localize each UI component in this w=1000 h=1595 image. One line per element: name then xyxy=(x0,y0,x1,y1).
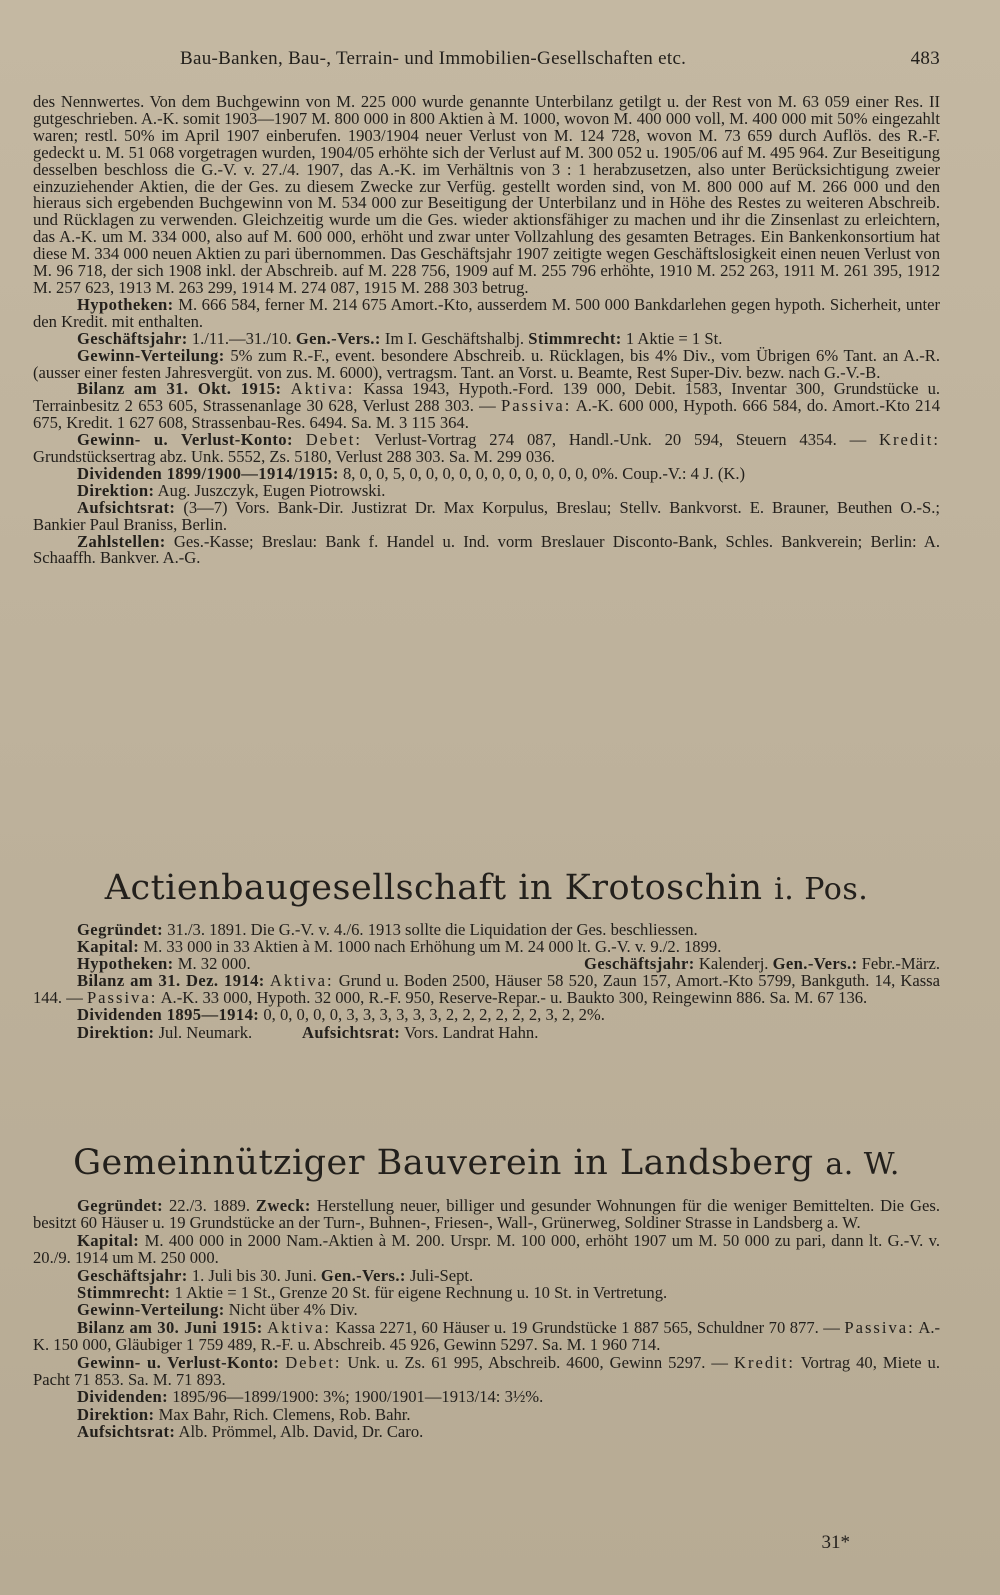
entry-aufsichtsrat: Aufsichtsrat: Alb. Prömmel, Alb. David, Dr. Caro. xyxy=(77,1422,424,1442)
entry-gewinn-verteilung: Gewinn-Verteilung: Nicht über 4% Div. xyxy=(77,1300,358,1320)
entry-hypotheken: Hypotheken: M. 666 584, ferner M. 214 675 Amort.-Kto, ausserdem M. 500 000 Bankdarlehen gegen hypoth. Sicherheit, unter den Kredit. mit enthalten. xyxy=(33,294,940,331)
entry-kapital: Kapital: M. 33 000 in 33 Aktien à M. 1000 nach Erhöhung um M. 24 000 lt. G.-V. v. 9./2. 1899. xyxy=(77,937,722,957)
entry-zahlstellen: Zahlstellen: Ges.-Kasse; Breslau: Bank f. Handel u. Ind. vorm Breslauer Disconto-Bank, Schles. Bankverein; Berlin: A. Schaaffh. Bankver. A.-G. xyxy=(33,531,940,568)
company-title-krotoschin: Actienbaugesellschaft in Krotoschin i. Pos. xyxy=(104,868,869,908)
entry-hypotheken: Hypotheken: M. 32 000. Geschäftsjahr: Kalenderj. Gen.-Vers.: Febr.-März. xyxy=(77,954,940,974)
entry-direktion: Direktion: Aug. Juszczyk, Eugen Piotrowski. xyxy=(77,480,386,500)
company-title-landsberg: Gemeinnütziger Bauverein in Landsberg a. W. xyxy=(73,1143,900,1183)
page-header xyxy=(180,48,940,70)
entry-krotoschin xyxy=(33,921,940,1041)
continued-entry xyxy=(33,94,940,567)
entry-gewinn-verteilung: Gewinn-Verteilung: 5% zum R.-F., event. besondere Abschreib. u. Rücklagen, bis 4% Div., vom Übrigen 6% Tant. an A.-R. (ausser einer festen Jahresvergüt. von zus. M. 6000), vertragsm. Tant. an Vorst. u. Beamte, Rest Super-Div. bezw. nach G.-V.-B. xyxy=(33,345,940,382)
entry-direktion: Direktion: Max Bahr, Rich. Clemens, Rob. Bahr. xyxy=(77,1404,411,1424)
entry-dividenden: Dividenden: 1895/96—1899/1900: 3%; 1900/1901—1913/14: 3½%. xyxy=(77,1387,544,1407)
entry-aufsichtsrat: Aufsichtsrat: (3—7) Vors. Bank-Dir. Justizrat Dr. Max Korpulus, Breslau; Stellv. Bankvorst. E. Brauner, Beuthen O.-S.; Bankier Paul Braniss, Berlin. xyxy=(33,497,940,534)
signature-mark: 31* xyxy=(821,1532,850,1553)
page-number: 483 xyxy=(910,48,940,69)
entry-direktion: Direktion: Jul. Neumark. Aufsichtsrat: Vors. Landrat Hahn. xyxy=(77,1022,539,1042)
history-paragraph: des Nennwertes. Von dem Buchgewinn von M. 225 000 wurde genannte Unterbilanz getilgt u. der Rest von M. 63 059 einer Res. II gutgeschrieben. A.-K. somit 1903—1907 M. 800 000 in 800 Aktien à M. 1000, wovon M. 400 000 voll, M. 400 000 mit 50% eingezahlt waren; restl. 50% im April 1907 einberufen. 1903/1904 neuer Verlust von M. 124 728, wovon M. 73 659 durch Auflös. des R.-F. gedeckt u. M. 51 068 vorgetragen wurden, 1904/05 erhöhte sich der Verlust auf M. 300 052 u. 1905/06 auf M. 495 964. Zur Beseitigung desselben beschloss die G.-V. v. 27./4. 1907, das A.-K. im Verhältnis von 3 : 1 herabzusetzen, also unter Berücksichtigung zweier einzuziehender Aktien, die der Ges. zu diesem Zwecke zur Verfüg. gestellt worden sind, von M. 800 000 auf M. 266 000 und den hieraus sich ergebenden Buchgewinn von M. 534 000 zur Beseitigung der Unterbilanz und in Höhe des Restes zu weiteren Abschreib. und Rücklagen zu verwenden. Gleichzeitig wurde um die Ges. wieder aktionsfähiger zu machen und ihr die Zinsenlast zu erleichtern, das A.-K. um M. 334 000, also auf M. 600 000, erhöht und zwar unter Vollzahlung des gesamten Betrages. Ein Bankenkonsortium hat diese M. 334 000 neuen Aktien zu pari übernommen. Das Geschäftsjahr 1907 zeitigte wegen Geschäftslosigkeit einen neuen Verlust von M. 96 718, der sich 1908 inkl. der Abschreib. auf M. 228 756, 1909 auf M. 255 796 erhöhte, 1910 M. 252 263, 1911 M. 261 395, 1912 M. 257 623, 1913 M. 263 299, 1914 M. 274 087, 1915 M. 288 303 betrug. xyxy=(33,92,940,297)
entry-geschaeftsjahr: Geschäftsjahr: 1. Juli bis 30. Juni. Gen.-Vers.: Juli-Sept. xyxy=(77,1265,474,1285)
running-title: Bau-Banken, Bau-, Terrain- und Immobilien-Gesellschaften etc. xyxy=(180,48,687,69)
entry-gegruendet: Gegründet: 22./3. 1889. Zweck: Herstellung neuer, billiger und gesunder Wohnungen für die weniger Bemittelten. Die Ges. besitzt 60 Häuser u. 19 Grundstücke an der Turn-, Buhnen-, Friesen-, Wall-, Grünerweg, Soldiner Strasse in Landsberg a. W. xyxy=(33,1196,940,1233)
entry-geschaeftsjahr: Geschäftsjahr: 1./11.—31./10. Gen.-Vers.: Im I. Geschäftshalbj. Stimmrecht: 1 Aktie = 1 St. xyxy=(77,328,723,348)
entry-bilanz: Bilanz am 31. Dez. 1914: Aktiva: Grund u. Boden 2500, Häuser 58 520, Zaun 157, Amort.-Kto 5799, Bankguth. 14, Kassa 144. — Passiva: A.-K. 33 000, Hypoth. 32 000, R.-F. 950, Reserve-Repar.- u. Baukto 300, Reingewinn 886. Sa. M. 67 136. xyxy=(33,971,940,1008)
entry-bilanz: Bilanz am 31. Okt. 1915: Aktiva: Kassa 1943, Hypoth.-Ford. 139 000, Debit. 1583, Inventar 300, Grundstücke u. Terrainbesitz 2 653 605, Strassenanlage 30 628, Verlust 288 303. — Passiva: A.-K. 600 000, Hypoth. 666 584, do. Amort.-Kto 214 675, Kredit. 1 627 608, Strassenbau-Res. 6494. Sa. M. 3 115 364. xyxy=(33,379,941,433)
entry-gewinn-verlust: Gewinn- u. Verlust-Konto: Debet: Verlust-Vortrag 274 087, Handl.-Unk. 20 594, Steuern 4354. — Kredit: Grundstücksertrag abz. Unk. 5552, Zs. 5180, Verlust 288 303. Sa. M. 299 036. xyxy=(33,430,940,467)
entry-gewinn-verlust: Gewinn- u. Verlust-Konto: Debet: Unk. u. Zs. 61 995, Abschreib. 4600, Gewinn 5297. — Kredit: Vortrag 40, Miete u. Pacht 71 853. Sa. M. 71 893. xyxy=(33,1352,940,1390)
entry-stimmrecht: Stimmrecht: 1 Aktie = 1 St., Grenze 20 St. für eigene Rechnung u. 10 St. in Vertretung. xyxy=(77,1283,668,1303)
entry-kapital: Kapital: M. 400 000 in 2000 Nam.-Aktien à M. 200. Urspr. M. 100 000, erhöht 1907 um M. 50 000 zu pari, dann lt. G.-V. v. 20./9. 1914 um M. 250 000. xyxy=(33,1230,940,1268)
entry-gegruendet: Gegründet: 31./3. 1891. Die G.-V. v. 4./6. 1913 sollte die Liquidation der Ges. beschliessen. xyxy=(77,920,698,939)
entry-dividenden: Dividenden 1895—1914: 0, 0, 0, 0, 0, 3, 3, 3, 3, 3, 3, 2, 2, 2, 2, 2, 2, 3, 2, 2%. xyxy=(77,1005,605,1025)
entry-bilanz: Bilanz am 30. Juni 1915: Aktiva: Kassa 2271, 60 Häuser u. 19 Grundstücke 1 887 565, Schuldner 70 877. — Passiva: A.-K. 150 000, Gläubiger 1 759 489, R.-F. u. Abschreib. 45 926, Gewinn 5297. Sa. M. 1 960 714. xyxy=(33,1317,941,1355)
entry-dividenden: Dividenden 1899/1900—1914/1915: 8, 0, 0, 5, 0, 0, 0, 0, 0, 0, 0, 0, 0, 0, 0, 0%. Coup.-V.: 4 J. (K.) xyxy=(77,463,746,483)
entry-landsberg xyxy=(33,1197,940,1441)
